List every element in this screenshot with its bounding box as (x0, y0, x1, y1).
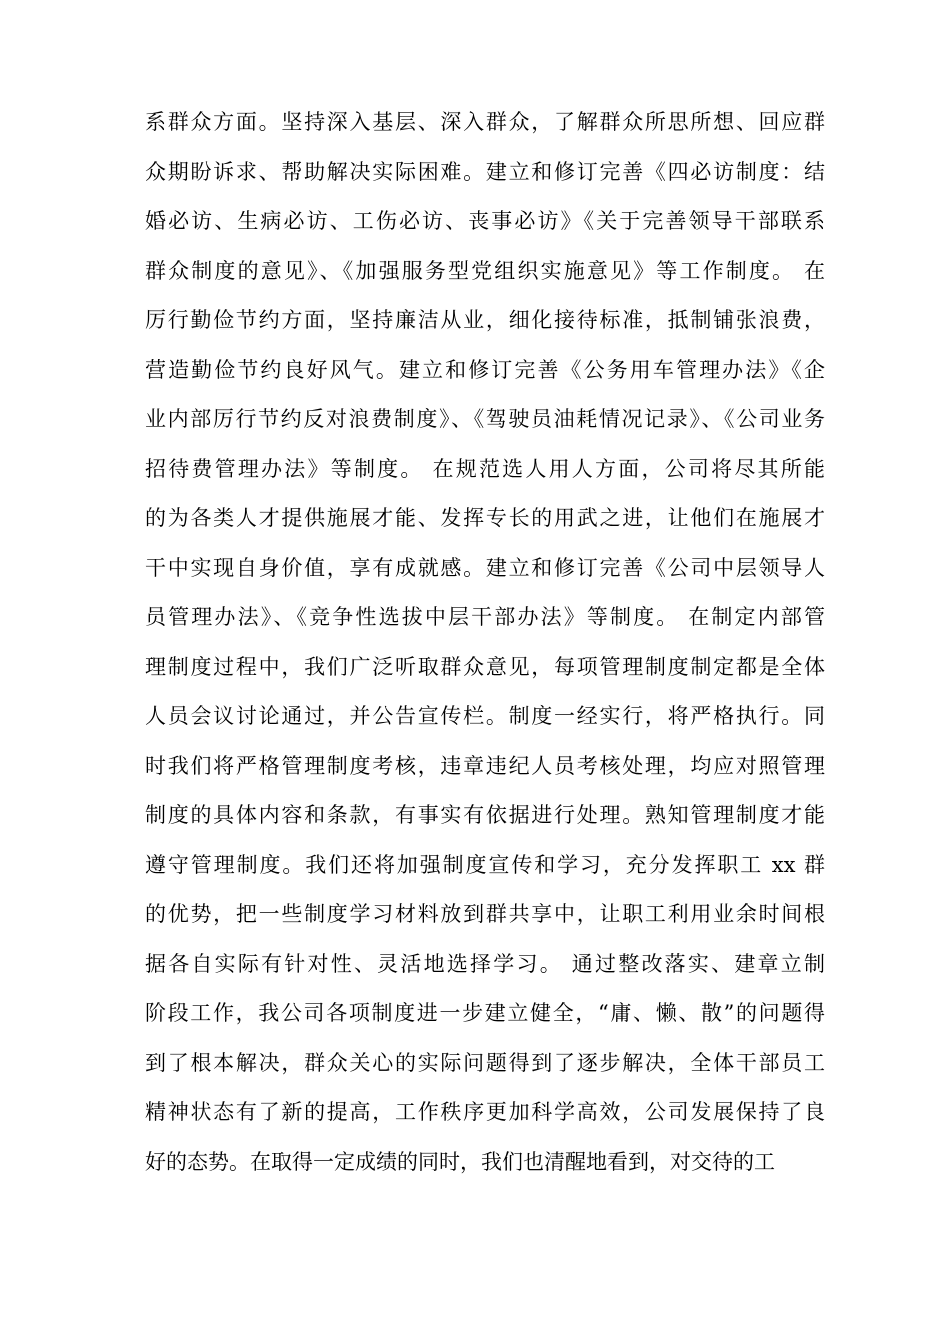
text-line: 员管理办法》、《竞争性选拔中层干部办法》等制度。 在制定内部管 (145, 605, 825, 629)
text-line: 系群众方面。坚持深入基层、深入群众，了解群众所思所想、回应群 (145, 110, 825, 134)
text-line: 干中实现自身价值，享有成就感。建立和修订完善《公司中层领导人 (145, 555, 825, 580)
text-line: 婚必访、生病必访、工伤必访、丧事必访》《关于完善领导干部联系 (145, 209, 825, 233)
body-text (145, 98, 825, 1187)
text-line: 时我们将严格管理制度考核，违章违纪人员考核处理，均应对照管理 (145, 753, 825, 778)
text-line: 人员会议讨论通过，并公告宣传栏。制度一经实行，将严格执行。同 (145, 704, 825, 728)
text-line: 的优势，把一些制度学习材料放到群共享中，让职工利用业余时间根 (145, 902, 825, 926)
text-line: 理制度过程中，我们广泛听取群众意见，每项管理制度制定都是全体 (145, 654, 825, 679)
text-line: 厉行勤俭节约方面，坚持廉洁从业，细化接待标准，抵制铺张浪费， (145, 308, 825, 332)
text-line: 招待费管理办法》等制度。 在规范选人用人方面，公司将尽其所能 (145, 456, 825, 481)
text-line: 众期盼诉求、帮助解决实际困难。建立和修订完善《四必访制度：结 (145, 159, 825, 184)
text-line: 业内部厉行节约反对浪费制度》、《驾驶员油耗情况记录》、《公司业务 (145, 407, 825, 431)
text-line: 到了根本解决，群众关心的实际问题得到了逐步解决，全体干部员工 (145, 1050, 825, 1075)
text-line: 精神状态有了新的提高，工作秩序更加科学高效，公司发展保持了良 (145, 1100, 825, 1124)
text-line: 的为各类人才提供施展才能、发挥专长的用武之进，让他们在施展才 (145, 506, 825, 530)
text-line: 据各自实际有针对性、灵活地选择学习。 通过整改落实、建章立制 (145, 951, 825, 976)
text-line: 遵守管理制度。我们还将加强制度宣传和学习，充分发挥职工 xx 群 (145, 852, 825, 877)
text-line: 营造勤俭节约良好风气。建立和修订完善《公务用车管理办法》《企 (145, 357, 825, 382)
text-line: 阶段工作，我公司各项制度进一步建立健全，“庸、懒、散”的问题得 (145, 1001, 825, 1025)
text-line: 制度的具体内容和条款，有事实有依据进行处理。熟知管理制度才能 (145, 803, 825, 827)
text-line: 群众制度的意见》、《加强服务型党组织实施意见》等工作制度。 在 (145, 258, 825, 283)
text-line: 好的态势。在取得一定成绩的同时，我们也清醒地看到，对交待的工 (145, 1149, 775, 1174)
